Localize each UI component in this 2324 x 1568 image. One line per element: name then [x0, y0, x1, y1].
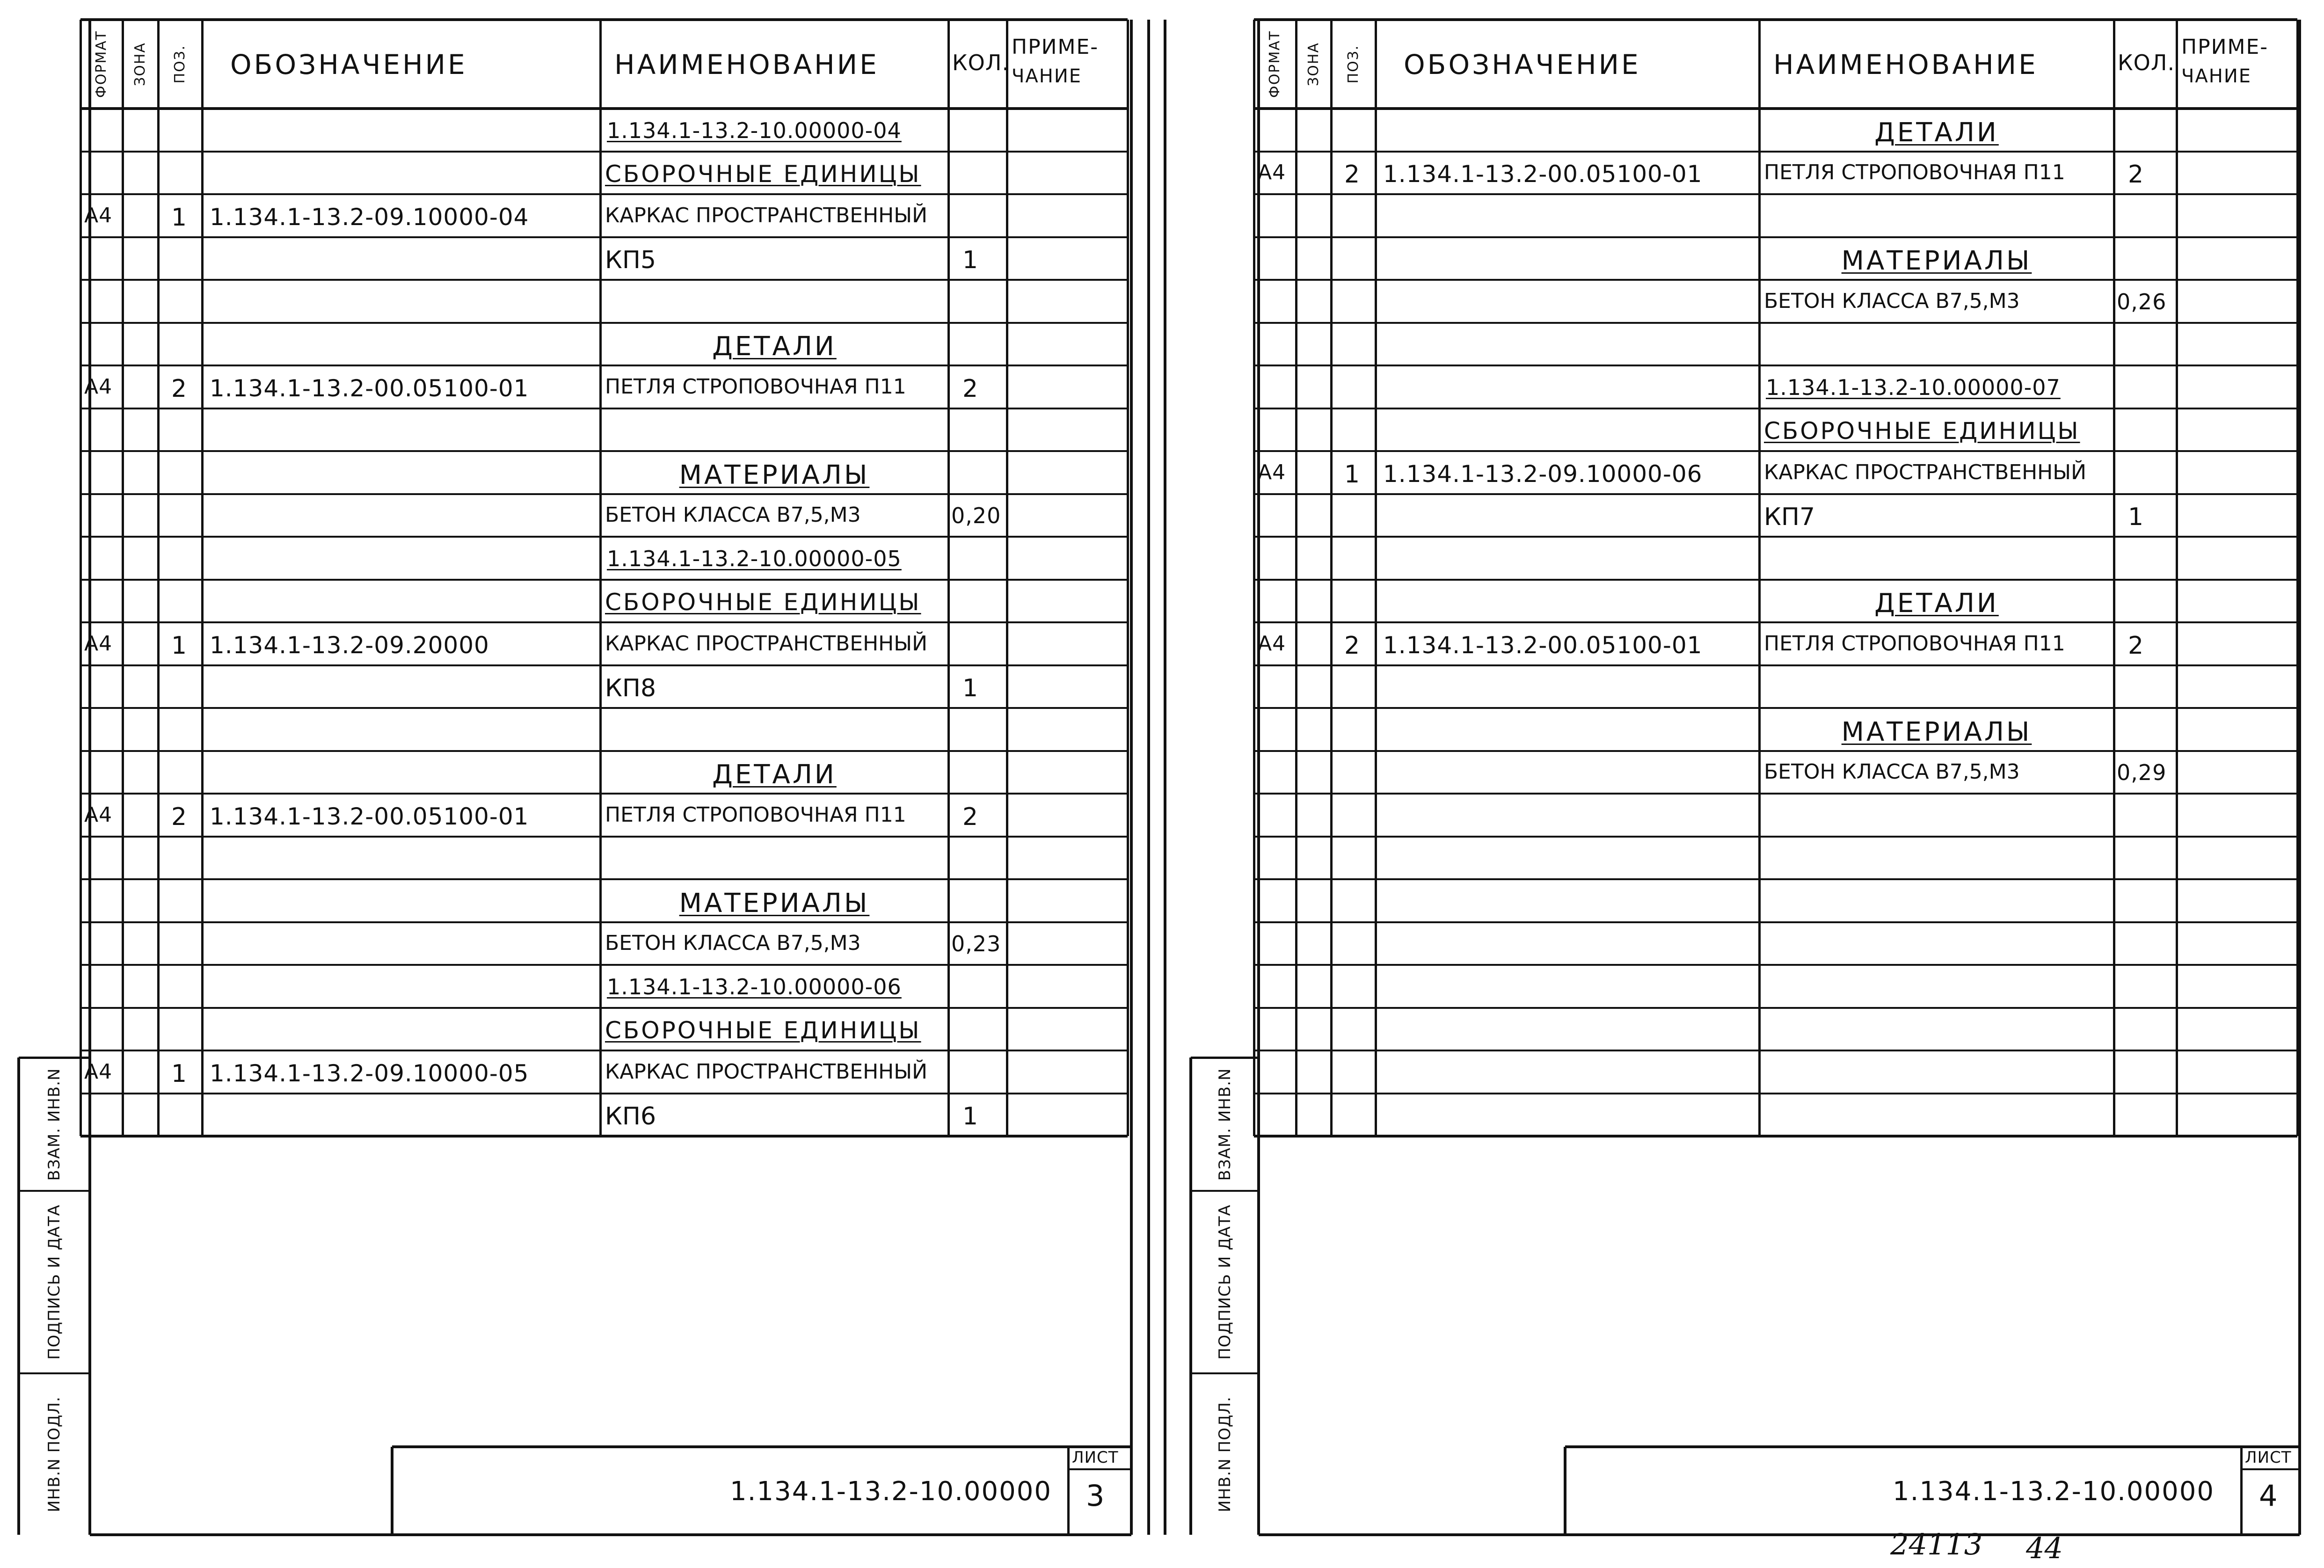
row-divider: [80, 579, 1128, 581]
cell-name: КАРКАС ПРОСТРАНСТВЕННЫЙ: [1764, 460, 2086, 484]
cell-name: БЕТОН КЛАССА В7,5,М3: [1764, 760, 2020, 784]
cell-qty: 2: [962, 374, 979, 403]
stamp-top-border: [1191, 1057, 1259, 1059]
frame-bottom: [1259, 1533, 2300, 1536]
row-divider: [1254, 878, 2297, 880]
row-divider: [80, 408, 1128, 409]
row-divider: [1254, 408, 2297, 409]
cell-name: ПЕТЛЯ СТРОПОВОЧНАЯ П11: [1764, 631, 2065, 656]
stamp-label-vzam-inv: ВЗАМ. ИНВ.N: [1215, 1068, 1234, 1181]
frame-right: [2298, 20, 2301, 1535]
section-title: МАТЕРИАЛЫ: [679, 888, 870, 919]
section-title: МАТЕРИАЛЫ: [1841, 716, 2032, 747]
cell-pos: 1: [171, 203, 188, 232]
sheet-label: ЛИСТ: [2245, 1448, 2292, 1467]
header-pos: ПОЗ.: [1345, 44, 1362, 84]
cell-name: КП5: [605, 246, 656, 275]
column-divider: [1375, 20, 1377, 1136]
title-block-top: [1565, 1445, 2300, 1448]
cell-qty: 2: [2128, 160, 2144, 189]
cell-designation: 1.134.1-13.2-09.10000-04: [210, 203, 529, 231]
stamp-label-inv-podl: ИНВ.N ПОДЛ.: [45, 1396, 64, 1512]
row-divider: [80, 151, 1128, 153]
sheet-separator-right: [1164, 20, 1166, 1535]
cell-qty: 1: [962, 674, 979, 703]
column-divider: [2296, 20, 2299, 1136]
frame-left: [1257, 20, 1260, 1535]
row-divider: [1254, 1093, 2297, 1094]
cell-designation: 1.134.1-13.2-09.20000: [210, 631, 489, 659]
section-title: ДЕТАЛИ: [712, 331, 837, 362]
cell-name: ПЕТЛЯ СТРОПОВОЧНАЯ П11: [605, 374, 906, 399]
title-block-sheet-label-line: [1068, 1468, 1131, 1470]
sheet-separator-left: [1147, 20, 1150, 1535]
column-divider: [2113, 20, 2115, 1136]
stamp-divider: [19, 1372, 90, 1374]
row-divider: [1254, 536, 2297, 538]
cell-designation: 1.134.1-13.2-00.05100-01: [1383, 631, 1703, 659]
title-block-sheet-divider: [2240, 1447, 2243, 1535]
header-zone: ЗОНА: [132, 42, 148, 86]
column-divider: [1330, 20, 1333, 1136]
row-divider: [1254, 750, 2297, 752]
row-divider: [80, 322, 1128, 324]
column-divider: [1127, 20, 1129, 1136]
column-divider: [80, 20, 82, 1136]
sheet-number: 3: [1086, 1479, 1105, 1513]
title-block-left: [391, 1447, 393, 1535]
column-divider: [1253, 20, 1255, 1136]
header-format: ФОРМАТ: [1267, 30, 1283, 98]
cell-name: БЕТОН КЛАССА В7,5,М3: [605, 503, 861, 527]
stamp-inner-border: [18, 1057, 20, 1535]
table-top-border: [80, 18, 1128, 21]
document-number: 1.134.1-13.2-10.00000: [730, 1476, 1052, 1507]
column-divider: [947, 20, 950, 1136]
title-block-top: [392, 1445, 1131, 1448]
row-divider: [80, 793, 1128, 795]
table-top-border: [1254, 18, 2297, 21]
row-divider: [1254, 236, 2297, 238]
sheet-number: 4: [2259, 1479, 2278, 1513]
stamp-label-podpis-data: ПОДПИСЬ И ДАТА: [45, 1204, 64, 1360]
handwritten-page-number: 44: [2026, 1531, 2063, 1565]
header-bottom-border: [80, 107, 1128, 110]
cell-name: КП7: [1764, 503, 1815, 532]
column-divider: [122, 20, 124, 1136]
header-designation: ОБОЗНАЧЕНИЕ: [1404, 49, 1641, 80]
header-note-line2: ЧАНИЕ: [2181, 66, 2252, 87]
row-divider: [1254, 1007, 2297, 1009]
cell-format: А4: [1258, 460, 1286, 484]
column-divider: [201, 20, 204, 1136]
cell-designation: 1.134.1-13.2-00.05100-01: [210, 374, 529, 402]
stamp-top-border: [19, 1057, 90, 1059]
cell-name: ПЕТЛЯ СТРОПОВОЧНАЯ П11: [1764, 160, 2065, 185]
stamp-label-vzam-inv: ВЗАМ. ИНВ.N: [45, 1068, 64, 1181]
row-divider: [80, 236, 1128, 238]
cell-name: КП6: [605, 1102, 656, 1131]
cell-pos: 2: [1344, 631, 1361, 660]
stamp-label-inv-podl: ИНВ.N ПОДЛ.: [1215, 1396, 1234, 1512]
title-block-left: [1564, 1447, 1566, 1535]
row-divider: [1254, 964, 2297, 966]
column-divider: [1295, 20, 1297, 1136]
row-divider: [80, 450, 1128, 452]
document-number: 1.134.1-13.2-10.00000: [1893, 1476, 2215, 1507]
row-divider: [1254, 322, 2297, 324]
document-reference: 1.134.1-13.2-10.00000-05: [607, 546, 902, 571]
cell-qty: 1: [962, 246, 979, 275]
stamp-divider: [19, 1190, 90, 1192]
cell-qty: 0,23: [951, 931, 1001, 957]
column-divider: [599, 20, 602, 1136]
row-divider: [1254, 921, 2297, 923]
column-divider: [157, 20, 160, 1136]
stamp-label-podpis-data: ПОДПИСЬ И ДАТА: [1215, 1204, 1234, 1360]
cell-format: А4: [84, 374, 113, 399]
stamp-divider: [1191, 1190, 1259, 1192]
cell-name: КАРКАС ПРОСТРАНСТВЕННЫЙ: [605, 1059, 927, 1084]
cell-name: КАРКАС ПРОСТРАНСТВЕННЫЙ: [605, 631, 927, 656]
section-title: СБОРОЧНЫЕ ЕДИНИЦЫ: [605, 1017, 921, 1044]
cell-format: А4: [84, 1059, 113, 1084]
row-divider: [80, 365, 1128, 366]
header-note-line1: ПРИМЕ-: [2181, 35, 2269, 59]
row-divider: [80, 536, 1128, 538]
title-block-sheet-label-line: [2241, 1468, 2300, 1470]
section-title: СБОРОЧНЫЕ ЕДИНИЦЫ: [605, 589, 921, 616]
column-divider: [2176, 20, 2178, 1136]
header-designation: ОБОЗНАЧЕНИЕ: [230, 49, 467, 80]
frame-right: [1130, 20, 1133, 1535]
row-divider: [80, 279, 1128, 281]
title-block-sheet-divider: [1067, 1447, 1070, 1535]
section-title: СБОРОЧНЫЕ ЕДИНИЦЫ: [605, 160, 921, 188]
header-note-line1: ПРИМЕ-: [1012, 35, 1099, 59]
header-bottom-border: [1254, 107, 2297, 110]
column-divider: [1758, 20, 1761, 1136]
row-divider: [80, 664, 1128, 666]
row-divider: [1254, 664, 2297, 666]
row-divider: [1254, 279, 2297, 281]
row-divider: [1254, 1135, 2297, 1138]
cell-designation: 1.134.1-13.2-09.10000-05: [210, 1059, 529, 1087]
cell-pos: 1: [1344, 460, 1361, 489]
row-divider: [80, 921, 1128, 923]
header-format: ФОРМАТ: [93, 30, 109, 98]
cell-format: А4: [84, 203, 113, 227]
stamp-divider: [1191, 1372, 1259, 1374]
row-divider: [80, 964, 1128, 966]
cell-pos: 2: [171, 374, 188, 403]
cell-qty: 1: [2128, 503, 2144, 532]
section-title: МАТЕРИАЛЫ: [1841, 246, 2032, 277]
cell-format: А4: [84, 631, 113, 656]
header-name: НАИМЕНОВАНИЕ: [614, 49, 879, 80]
row-divider: [80, 750, 1128, 752]
cell-qty: 0,26: [2117, 289, 2167, 314]
row-divider: [80, 1007, 1128, 1009]
row-divider: [1254, 493, 2297, 495]
document-reference: 1.134.1-13.2-10.00000-07: [1766, 374, 2061, 400]
cell-qty: 2: [2128, 631, 2144, 660]
cell-name: КП8: [605, 674, 656, 703]
cell-format: А4: [84, 802, 113, 827]
cell-name: ПЕТЛЯ СТРОПОВОЧНАЯ П11: [605, 802, 906, 827]
cell-qty: 2: [962, 802, 979, 831]
row-divider: [1254, 151, 2297, 153]
header-note-line2: ЧАНИЕ: [1012, 66, 1082, 87]
cell-name: БЕТОН КЛАССА В7,5,М3: [1764, 289, 2020, 313]
section-title: ДЕТАЛИ: [1874, 588, 1999, 619]
header-name: НАИМЕНОВАНИЕ: [1773, 49, 2038, 80]
header-qty: КОЛ.: [952, 50, 1010, 75]
row-divider: [1254, 793, 2297, 795]
handwritten-archive-number: 24113: [1890, 1527, 1983, 1561]
row-divider: [1254, 193, 2297, 195]
row-divider: [1254, 450, 2297, 452]
cell-name: КАРКАС ПРОСТРАНСТВЕННЫЙ: [605, 203, 927, 227]
header-pos: ПОЗ.: [172, 44, 188, 84]
document-reference: 1.134.1-13.2-10.00000-06: [607, 974, 902, 999]
frame-bottom: [90, 1533, 1131, 1536]
cell-designation: 1.134.1-13.2-00.05100-01: [1383, 160, 1703, 188]
row-divider: [80, 1135, 1128, 1138]
row-divider: [80, 193, 1128, 195]
cell-qty: 1: [962, 1102, 979, 1131]
cell-qty: 0,20: [951, 503, 1001, 529]
row-divider: [80, 878, 1128, 880]
row-divider: [80, 836, 1128, 838]
row-divider: [80, 1093, 1128, 1094]
cell-name: БЕТОН КЛАССА В7,5,М3: [605, 931, 861, 955]
section-title: ДЕТАЛИ: [1874, 117, 1999, 148]
row-divider: [1254, 836, 2297, 838]
section-title: МАТЕРИАЛЫ: [679, 459, 870, 490]
cell-qty: 0,29: [2117, 760, 2167, 786]
document-reference: 1.134.1-13.2-10.00000-04: [607, 117, 902, 143]
cell-format: А4: [1258, 631, 1286, 656]
section-title: ДЕТАЛИ: [712, 759, 837, 790]
column-divider: [1006, 20, 1008, 1136]
row-divider: [80, 493, 1128, 495]
row-divider: [1254, 365, 2297, 366]
row-divider: [1254, 707, 2297, 709]
cell-pos: 2: [1344, 160, 1361, 189]
cell-designation: 1.134.1-13.2-09.10000-06: [1383, 460, 1703, 488]
cell-pos: 1: [171, 631, 188, 660]
cell-pos: 1: [171, 1059, 188, 1088]
header-qty: КОЛ.: [2118, 50, 2175, 75]
row-divider: [80, 1050, 1128, 1051]
frame-left: [88, 20, 91, 1535]
stamp-inner-border: [1190, 1057, 1192, 1535]
row-divider: [1254, 579, 2297, 581]
cell-format: А4: [1258, 160, 1286, 185]
row-divider: [80, 707, 1128, 709]
section-title: СБОРОЧНЫЕ ЕДИНИЦЫ: [1764, 417, 2080, 445]
row-divider: [80, 621, 1128, 623]
cell-designation: 1.134.1-13.2-00.05100-01: [210, 802, 529, 830]
header-zone: ЗОНА: [1305, 42, 1322, 86]
row-divider: [1254, 621, 2297, 623]
cell-pos: 2: [171, 802, 188, 831]
sheet-label: ЛИСТ: [1072, 1448, 1119, 1467]
row-divider: [1254, 1050, 2297, 1051]
